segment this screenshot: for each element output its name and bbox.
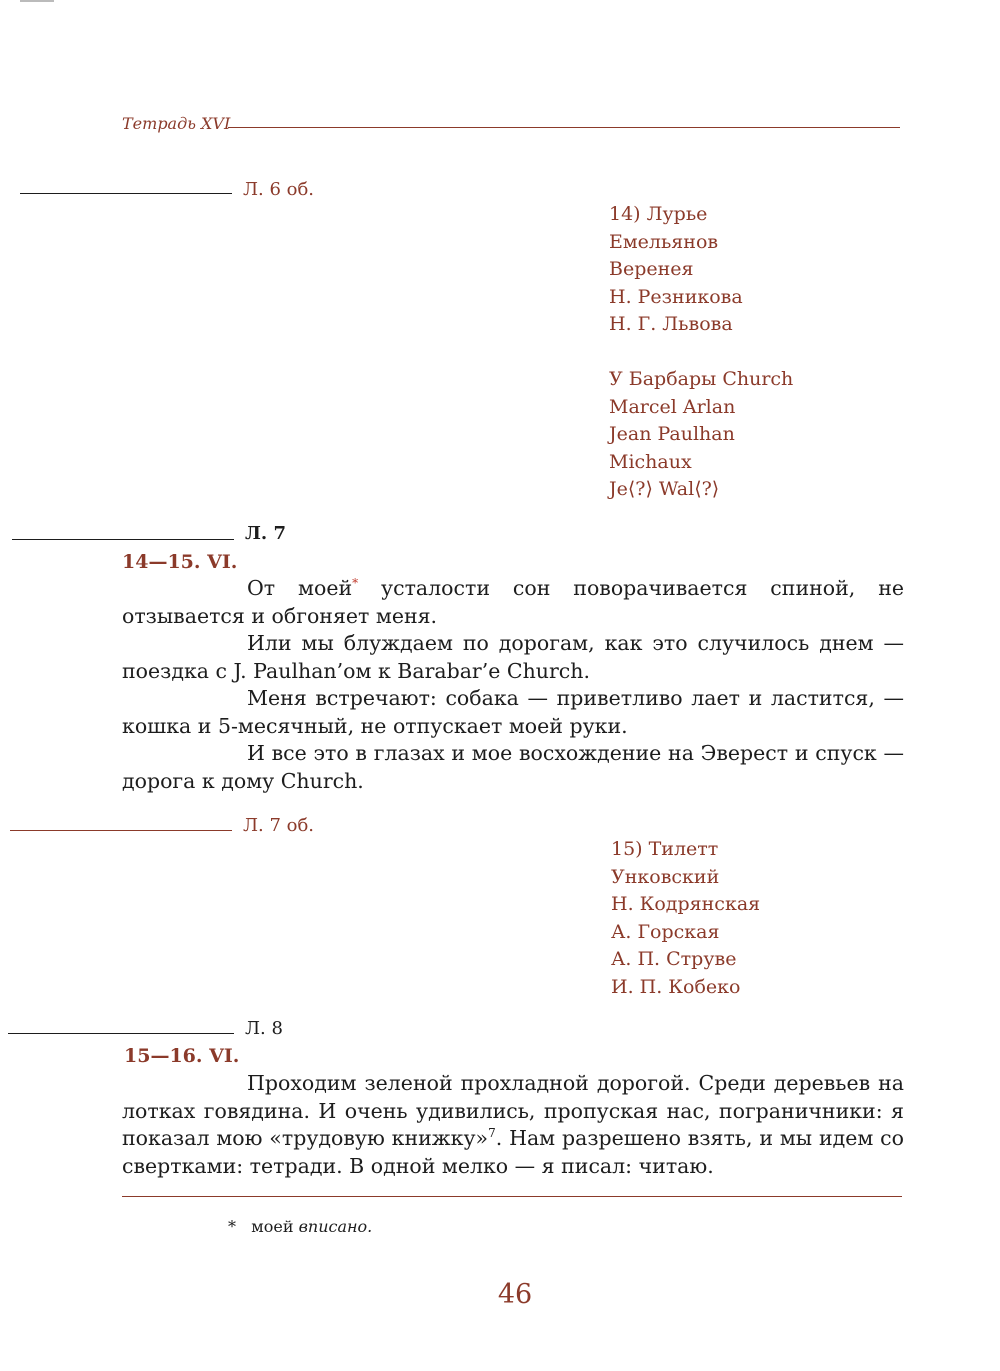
list-item: Н. Кодрянская bbox=[611, 893, 761, 915]
running-header: Тетрадь XVI bbox=[122, 114, 231, 133]
sheet-rule bbox=[8, 1033, 234, 1034]
names-list-15 bbox=[611, 836, 760, 1001]
sheet-rule bbox=[20, 193, 232, 194]
list-item: Веренея bbox=[609, 258, 694, 280]
list-item: Marcel Arlan bbox=[609, 395, 736, 418]
entry-date: 15—16. VI. bbox=[124, 1045, 240, 1067]
sheet-rule bbox=[10, 830, 232, 831]
sheet-marker: Л. 7 bbox=[245, 523, 286, 544]
footnote-rule bbox=[122, 1196, 902, 1197]
list-item: Н. Г. Львова bbox=[609, 313, 733, 335]
sheet-marker: Л. 8 bbox=[245, 1018, 283, 1039]
footnote-word: моей bbox=[251, 1217, 294, 1236]
paragraph: От моей* усталости сон поворачивается спиной, не отзывается и обгоняет меня. bbox=[122, 576, 904, 628]
sheet-rule bbox=[12, 539, 234, 540]
page-number: 46 bbox=[497, 1279, 533, 1310]
list-item: У Барбары Church bbox=[609, 368, 794, 390]
list-item: Н. Резникова bbox=[609, 285, 743, 308]
paragraph: Или мы блуждаем по дорогам, как это случилось днем — поездка с J. Paulhan’ом к Barabar’e Church. bbox=[122, 631, 904, 683]
list-item: Емельянов bbox=[609, 230, 719, 253]
list-item: А. Горская bbox=[611, 920, 720, 943]
names-list-14 bbox=[609, 201, 793, 504]
paragraph: Проходим зеленой прохладной дорогой. Среди деревьев на лотках говядина. И очень удивились, пропуская нас, пограничники: я показал мою «трудовую книжку»$^7$. Нам разрешено взять, и мы идем со свертками: тетради. В одной мелко — я писал: читаю. bbox=[122, 1071, 905, 1178]
entry-text bbox=[122, 575, 904, 795]
endnote-mark: 7 bbox=[488, 1126, 496, 1141]
sheet-marker: Л. 6 об. bbox=[243, 179, 315, 200]
entry-text bbox=[122, 1070, 904, 1180]
list-item: 14) Лурье bbox=[609, 203, 708, 225]
footnote-mark: * bbox=[352, 576, 359, 591]
sheet-marker: Л. 7 об. bbox=[243, 815, 315, 836]
paragraph: Меня встречают: собака — приветливо лает и ластится, — кошка и 5-месячный, не отпускает моей руки. bbox=[122, 686, 904, 738]
footnote bbox=[228, 1217, 372, 1236]
footnote-mark: * bbox=[228, 1217, 236, 1236]
header-rule bbox=[228, 127, 900, 128]
list-item: 15) Тилетт bbox=[611, 838, 719, 860]
list-item: А. П. Струве bbox=[611, 948, 737, 970]
list-item: Michaux bbox=[609, 450, 692, 473]
list-item: Je⟨?⟩ Wal⟨?⟩ bbox=[609, 478, 720, 500]
footnote-note: вписано. bbox=[298, 1217, 373, 1236]
list-gap bbox=[609, 339, 793, 367]
entry-date: 14—15. VI. bbox=[122, 551, 238, 573]
list-item: Унковский bbox=[611, 865, 720, 888]
top-edge-mark bbox=[20, 0, 54, 2]
paragraph: И все это в глазах и мое восхождение на Эверест и спуск — дорога к дому Church. bbox=[122, 741, 904, 793]
list-item: И. П. Кобеко bbox=[611, 975, 741, 998]
list-item: Jean Paulhan bbox=[609, 423, 735, 445]
